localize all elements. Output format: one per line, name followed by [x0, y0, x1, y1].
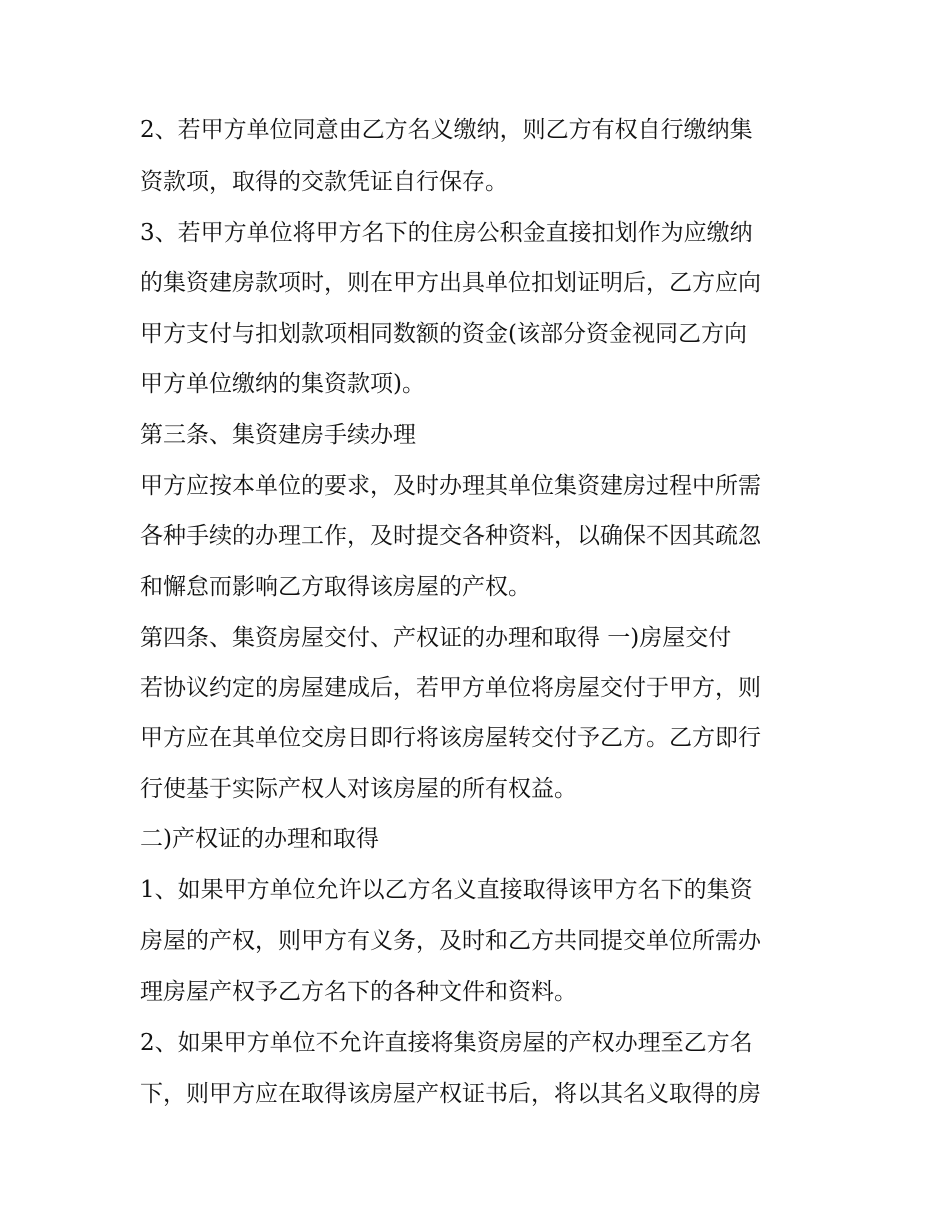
document-line: 3、若甲方单位将甲方名下的住房公积金直接扣划作为应缴纳	[140, 220, 753, 246]
document-line: 2、如果甲方单位不允许直接将集资房屋的产权办理至乙方名	[140, 1030, 753, 1056]
document-line: 行使基于实际产权人对该房屋的所有权益。	[140, 776, 577, 802]
section-heading: 第四条、集资房屋交付、产权证的办理和取得 一)房屋交付	[140, 625, 732, 651]
document-line: 资款项，取得的交款凭证自行保存。	[140, 169, 508, 195]
document-line: 甲方应在其单位交房日即行将该房屋转交付予乙方。乙方即行	[140, 725, 761, 751]
document-line: 若协议约定的房屋建成后，若甲方单位将房屋交付于甲方，则	[140, 675, 761, 701]
document-line: 的集资建房款项时，则在甲方出具单位扣划证明后，乙方应向	[140, 270, 761, 296]
subsection-heading: 二)产权证的办理和取得	[140, 826, 379, 852]
section-heading: 第三条、集资建房手续办理	[140, 422, 416, 448]
document-line: 和懈怠而影响乙方取得该房屋的产权。	[140, 574, 531, 600]
document-line: 理房屋产权予乙方名下的各种文件和资料。	[140, 979, 577, 1005]
document-line: 各种手续的办理工作，及时提交各种资料，以确保不因其疏忽	[140, 523, 761, 549]
document-line: 1、如果甲方单位允许以乙方名义直接取得该甲方名下的集资	[140, 877, 753, 903]
document-line: 甲方支付与扣划款项相同数额的资金(该部分资金视同乙方向	[140, 321, 747, 347]
document-line: 2、若甲方单位同意由乙方名义缴纳，则乙方有权自行缴纳集	[140, 117, 753, 143]
document-line: 甲方应按本单位的要求，及时办理其单位集资建房过程中所需	[140, 473, 761, 499]
document-line: 下，则甲方应在取得该房屋产权证书后，将以其名义取得的房	[140, 1081, 761, 1107]
document-line: 甲方单位缴纳的集资款项)。	[140, 371, 425, 397]
document-line: 房屋的产权，则甲方有义务，及时和乙方共同提交单位所需办	[140, 928, 761, 954]
